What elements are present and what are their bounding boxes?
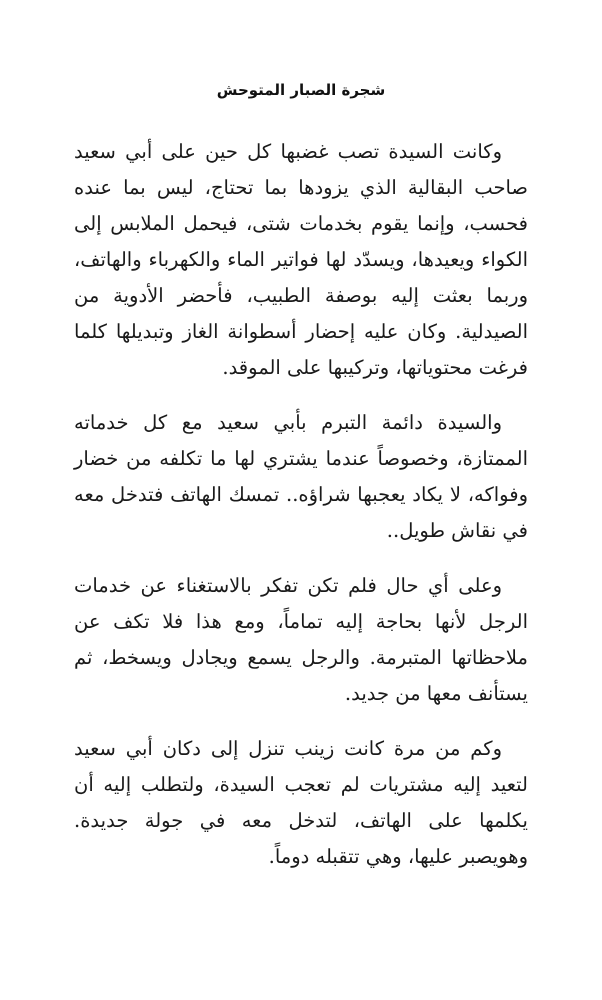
paragraph-2: والسيدة دائمة التبرم بأبي سعيد مع كل خدماته الممتازة، وخصوصاً عندما يشتري لها ما تكلفه من خضار وفواكه، لا يكاد يعجبها شراؤه.. تمسك الهاتف فتدخل معه في نقاش طويل.. bbox=[74, 411, 528, 542]
paragraph-1: وكانت السيدة تصب غضبها كل حين على أبي سعيد صاحب البقالية الذي يزودها بما تحتاج، ليس بما عنده فحسب، وإنما يقوم بخدمات شتى، فيحمل الملابس إلى الكواء ويعيدها، ويسدّد لها فواتير الماء والكهرباء والهاتف، وربما بعثت إليه بوصفة الطبيب، فأحضر الأدوية من الصيدلية. وكان عليه إحضار أسطوانة الغاز وتبديلها كلما فرغت محتوياتها، وتركيبها على الموقد. bbox=[74, 140, 528, 379]
page-title: شجرة الصبار المتوحش bbox=[216, 81, 386, 99]
paragraph-3: وعلى أي حال فلم تكن تفكر بالاستغناء عن خدمات الرجل لأنها بحاجة إليه تماماً، ومع هذا فلا تكف عن ملاحظاتها المتبرمة. والرجل يسمع ويجادل ويسخط، ثم يستأنف معها من جديد. bbox=[74, 574, 528, 705]
body-text bbox=[74, 134, 528, 894]
paragraph-4: وكم من مرة كانت زينب تنزل إلى دكان أبي سعيد لتعيد إليه مشتريات لم تعجب السيدة، ولتطلب إليه أن يكلمها على الهاتف، لتدخل معه في جولة جديدة. وهويصبر عليها، وهي تتقبله دوماً. bbox=[74, 737, 528, 868]
